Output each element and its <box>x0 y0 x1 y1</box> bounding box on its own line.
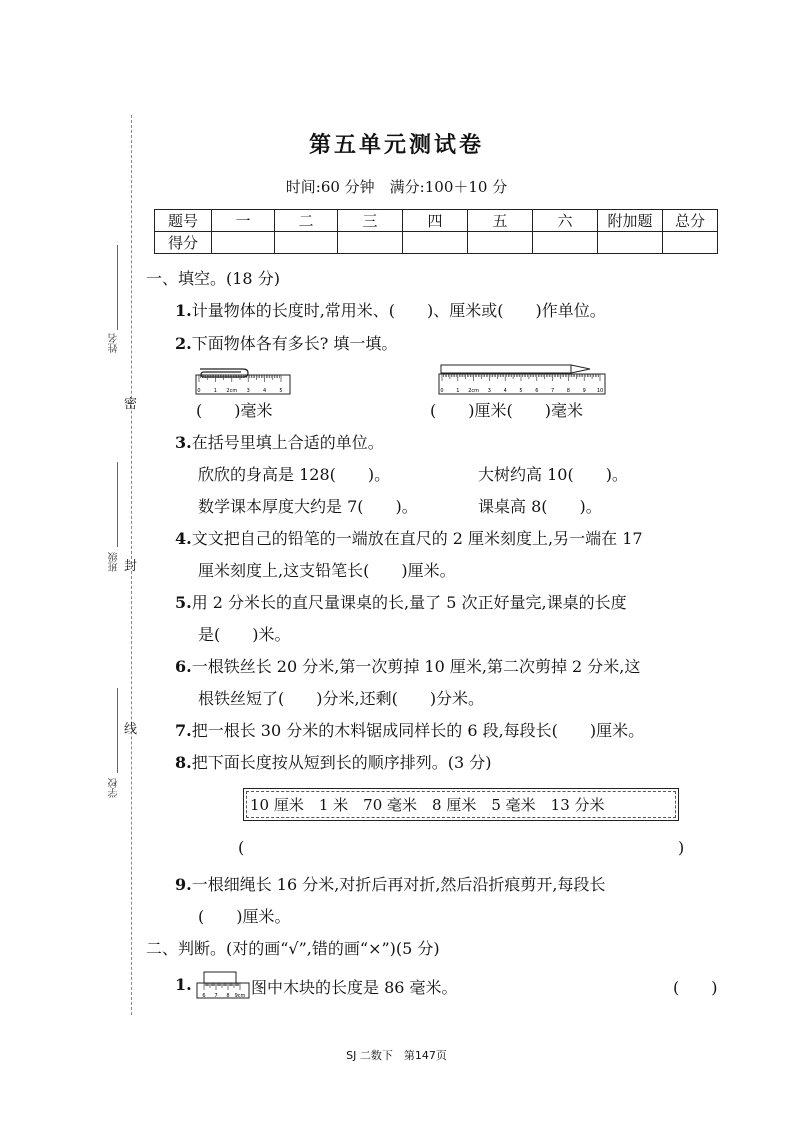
question-number: 9. <box>175 875 192 894</box>
q3-item-b[interactable]: 大树约高 10( )。 <box>478 465 628 484</box>
seal-feng: 封 <box>124 559 138 574</box>
question-1-5 <box>175 590 627 613</box>
question-1-6 <box>175 654 640 677</box>
order-answer-open[interactable]: ( <box>238 838 245 857</box>
school-write-line <box>117 688 118 773</box>
question-1-9 <box>175 872 606 895</box>
score-cell: 总分 <box>663 210 718 232</box>
ruler-tick-label: 7 <box>551 388 555 394</box>
ruler-tick-label: 2cm <box>226 388 238 394</box>
ruler-tick-label: 3 <box>246 388 250 394</box>
score-input-cell[interactable] <box>533 232 598 254</box>
question-text-cont[interactable]: 厘米刻度上,这支铅笔长( )厘米。 <box>198 561 456 580</box>
section1-heading: 一、填空。(18 分) <box>146 269 280 288</box>
question-number: 1. <box>175 975 192 994</box>
lengths-box <box>243 788 679 821</box>
ruler-tick-label: 10 <box>596 388 604 394</box>
question-text: 用 2 分米长的直尺量课桌的长,量了 5 次正好量完,课桌的长度 <box>191 593 627 612</box>
ruler-tick-label: 4 <box>263 388 267 394</box>
page-title: 第五单元测试卷 <box>308 132 484 158</box>
question-1-2 <box>175 331 397 354</box>
question-1-3 <box>175 430 384 453</box>
class-write-line <box>117 462 118 547</box>
judgement-answer[interactable]: ( ) <box>673 978 718 997</box>
ruler-tick-label: 8 <box>566 388 570 394</box>
q3-item-a[interactable]: 欣欣的身高是 128( )。 <box>198 465 391 484</box>
score-cell: 题号 <box>155 210 212 232</box>
question-number: 8. <box>175 753 192 772</box>
score-input-cell[interactable] <box>338 232 403 254</box>
question-number: 5. <box>175 593 192 612</box>
score-input-cell[interactable] <box>468 232 533 254</box>
score-cell: 五 <box>468 210 533 232</box>
score-input-cell[interactable] <box>212 232 275 254</box>
wood-block-icon <box>204 972 236 984</box>
question-number: 2. <box>175 334 192 353</box>
question-1-7[interactable] <box>175 718 644 741</box>
ruler-tick-label: 3 <box>487 388 491 394</box>
ruler-tick-label: 9 <box>582 388 586 394</box>
class-label: 班级 <box>109 552 120 572</box>
question-1-1 <box>175 298 606 321</box>
question-1-8 <box>175 750 491 773</box>
name-label: 姓名 <box>109 333 120 353</box>
ruler-tick-label: 0 <box>440 388 444 394</box>
school-label: 学校 <box>109 778 120 798</box>
ruler-pencil-figure <box>438 362 608 396</box>
score-cell: 三 <box>338 210 403 232</box>
question-text-cont[interactable]: 是( )米。 <box>198 625 291 644</box>
score-table-score-row <box>155 232 718 254</box>
question-text: 在括号里填上合适的单位。 <box>191 433 384 452</box>
question-text: 把下面长度按从短到长的顺序排列。(3 分) <box>191 753 492 772</box>
ruler-tick-label: 6 <box>535 388 539 394</box>
ruler-block-figure <box>196 970 250 1000</box>
question-2-1-text: 图中木块的长度是 86 毫米。 <box>251 978 458 997</box>
ruler-tick-label: 2cm <box>468 388 480 394</box>
page-footer: SJ 二数下 第147页 <box>346 1049 447 1062</box>
question-text-cont[interactable]: ( )厘米。 <box>198 907 291 926</box>
ruler-tick-label: 4 <box>503 388 507 394</box>
answer-paperclip[interactable]: ( )毫米 <box>196 401 273 420</box>
score-cell: 一 <box>212 210 275 232</box>
question-text: 计量物体的长度时,常用米、( )、厘米或( )作单位。 <box>191 301 606 320</box>
question-text: 下面物体各有多长? 填一填。 <box>191 334 398 353</box>
lengths-list: 10 厘米 1 米 70 毫米 8 厘米 5 毫米 13 分米 <box>250 796 605 814</box>
score-cell: 四 <box>403 210 468 232</box>
ruler-tick-label: 6 <box>202 993 206 999</box>
q3-item-d[interactable]: 课桌高 8( )。 <box>478 497 602 516</box>
name-write-line <box>117 245 118 330</box>
question-number: 1. <box>175 301 192 320</box>
ruler-tick-label: 8 <box>226 993 230 999</box>
pencil-tip-icon <box>571 365 590 373</box>
question-number: 6. <box>175 657 192 676</box>
score-table-header-row <box>155 210 718 232</box>
score-table <box>154 209 718 254</box>
pencil-icon <box>441 365 571 373</box>
q3-item-c[interactable]: 数学课本厚度大约是 7( )。 <box>198 497 418 516</box>
score-cell: 附加题 <box>598 210 663 232</box>
question-2-1-number <box>175 975 192 994</box>
question-text: 一根细绳长 16 分米,对折后再对折,然后沿折痕剪开,每段长 <box>191 875 606 894</box>
ruler-tick-label: 9cm <box>234 993 246 999</box>
score-input-cell[interactable] <box>598 232 663 254</box>
score-cell: 六 <box>533 210 598 232</box>
question-number: 3. <box>175 433 192 452</box>
question-text-cont[interactable]: 根铁丝短了( )分米,还剩( )分米。 <box>198 689 485 708</box>
seal-mi: 密 <box>124 397 138 412</box>
ruler-tick-label: 5 <box>279 388 283 394</box>
ruler-tick-label: 1 <box>456 388 460 394</box>
score-input-cell[interactable] <box>663 232 718 254</box>
exam-info: 时间:60 分钟 满分:100＋10 分 <box>285 178 508 196</box>
ruler-tick-label: 1 <box>213 388 217 394</box>
seal-xian: 线 <box>124 722 138 737</box>
ruler-paperclip-figure <box>195 366 291 396</box>
question-number: 4. <box>175 529 192 548</box>
question-text: 文文把自己的铅笔的一端放在直尺的 2 厘米刻度上,另一端在 17 <box>191 529 643 548</box>
question-1-4 <box>175 526 643 549</box>
score-cell: 二 <box>275 210 338 232</box>
question-text: 一根铁丝长 20 分米,第一次剪掉 10 厘米,第二次剪掉 2 分米,这 <box>191 657 641 676</box>
answer-pencil[interactable]: ( )厘米( )毫米 <box>430 401 583 420</box>
order-answer-close[interactable]: ) <box>678 838 685 857</box>
score-cell: 得分 <box>155 232 212 254</box>
score-input-cell[interactable] <box>403 232 468 254</box>
section2-heading: 二、判断。(对的画“√”,错的画“×”)(5 分) <box>146 939 440 958</box>
ruler-tick-label: 0 <box>197 388 201 394</box>
score-input-cell[interactable] <box>275 232 338 254</box>
ruler-tick-label: 5 <box>519 388 523 394</box>
ruler-tick-label: 7 <box>214 993 218 999</box>
question-number: 7. <box>175 721 192 740</box>
question-text: 把一根长 30 分米的木料锯成同样长的 6 段,每段长( )厘米。 <box>191 721 645 740</box>
